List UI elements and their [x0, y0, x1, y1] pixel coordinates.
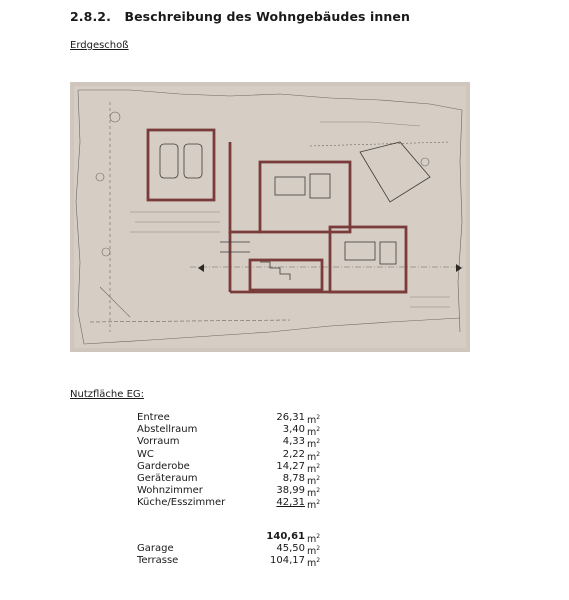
area-unit: $m^2$	[307, 499, 321, 512]
total-area: 140,61	[266, 530, 305, 542]
floor-plan-image	[70, 82, 470, 352]
area-unit: $m^2$	[307, 414, 321, 427]
floor-plan-drawing	[70, 82, 470, 352]
section-heading	[70, 9, 410, 24]
area-row	[137, 449, 337, 461]
room-name: Garderobe	[137, 460, 190, 472]
room-area: 8,78	[282, 472, 305, 484]
room-name: Küche/Esszimmer	[137, 497, 226, 509]
area-unit: $m^2$	[307, 462, 321, 475]
area-row	[137, 424, 337, 439]
room-name: Vorraum	[137, 436, 180, 448]
room-area: 2,22	[282, 448, 305, 460]
extra-name: Terrasse	[137, 554, 179, 566]
room-name: WC	[137, 448, 154, 460]
area-unit: $m^2$	[307, 487, 321, 500]
extra-area: 104,17	[270, 554, 305, 566]
room-name: Geräteraum	[137, 472, 198, 484]
room-name: Wohnzimmer	[137, 485, 203, 497]
room-area: 14,27	[276, 460, 305, 472]
area-unit: $m^2$	[307, 450, 321, 463]
extra-row	[137, 554, 337, 570]
extra-area: 45,50	[276, 542, 305, 554]
area-row	[137, 461, 337, 473]
area-row	[137, 436, 337, 451]
room-area: 4,33	[282, 436, 305, 448]
room-area: 42,31	[276, 497, 305, 509]
area-unit: $m^2$	[307, 532, 321, 545]
room-area: 38,99	[276, 485, 305, 497]
section-number: 2.8.2.	[70, 9, 111, 24]
section-title: Beschreibung des Wohngebäudes innen	[124, 9, 411, 24]
floor-label: Erdgeschoß	[70, 40, 129, 51]
extra-name: Garage	[137, 542, 174, 554]
area-row	[137, 412, 337, 427]
area-row	[137, 497, 337, 512]
area-unit: $m^2$	[307, 544, 321, 557]
room-area: 3,40	[282, 424, 305, 436]
area-unit: $m^2$	[307, 426, 321, 439]
area-unit: $m^2$	[307, 438, 321, 451]
area-unit: $m^2$	[307, 556, 321, 570]
room-name: Abstellraum	[137, 424, 198, 436]
area-heading: Nutzfläche EG:	[70, 389, 145, 400]
total-row	[137, 531, 337, 543]
area-row	[137, 472, 337, 488]
area-unit: $m^2$	[307, 474, 321, 488]
room-name: Entree	[137, 412, 170, 423]
extra-row	[137, 543, 337, 555]
area-row	[137, 485, 337, 500]
area-table	[137, 412, 337, 570]
room-area: 26,31	[276, 412, 305, 423]
